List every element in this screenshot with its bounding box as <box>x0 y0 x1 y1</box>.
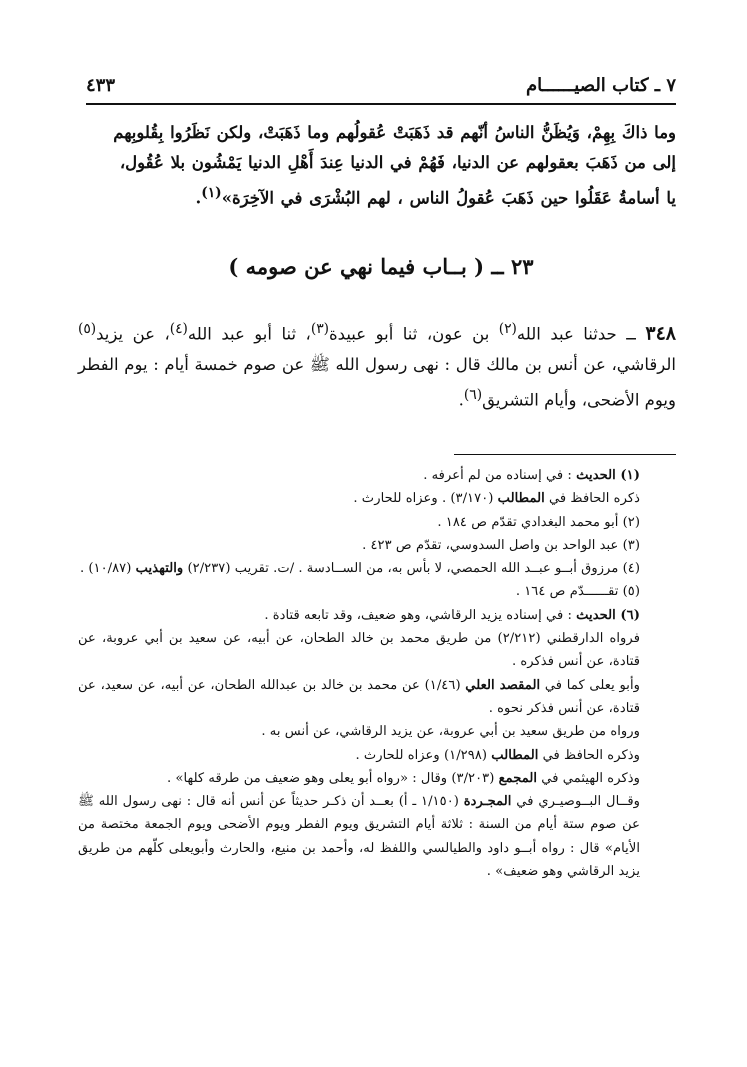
footnote-separator <box>454 454 676 455</box>
footnote-ref: (٤) <box>169 321 188 337</box>
main-text-line: وما ذاكَ بِهِمْ، وَيُظَنُّ الناسُ أنّهم قد ذَهَبَتْ عُقولُهم وما ذَهَبَتْ، ولكن نَظَرُوا بِقُلوبِهم <box>113 123 676 142</box>
header-rule <box>86 103 676 105</box>
footnote-6-route: ورواه من طريق سعيد بن أبي عروبة، عن يزيد الرقاشي، عن أنس به . <box>261 724 640 740</box>
footnotes <box>78 464 676 883</box>
footnote-6-hafiz: وذكره الحافظ في المطالب (١/٢٩٨) وعزاه للحارث . <box>355 747 640 763</box>
footnote-2: (٢) أبو محمد البغدادي تقدّم ص ١٨٤ . <box>437 514 640 530</box>
footnote-1-detail: ذكره الحافظ في المطالب (٣/١٧٠) . وعزاه للحارث . <box>353 491 640 507</box>
footnote-6-haythami: وذكره الهيثمي في المجمع (٣/٢٠٣) وقال : «رواه أبو يعلى وهو ضعيف من طرقه كلها» . <box>167 770 640 786</box>
main-text <box>78 118 676 214</box>
footnote-6-busiri: وقــال البــوصيـري في المجـردة (١/١٥٠ ـ أ) بعــد أن ذكـر حديثاً عن أنس أنه قال : نهى رسول الله ﷺ عن صوم ستة أيام من السنة : ثلاثة أيام التشريق ويوم الفطر ويوم الأضحى ويوم الجمعة مختصة من الأيام» قال : رواه أبــو داود والطيالسي واللفظ له، وأحمد بن منيع، والحارث وأبويعلى كلّهم من طريق يزيد الرقاشي وهو ضعيف» . <box>78 794 640 880</box>
chapter-title: ٢٣ ــ ( بــاب فيما نهي عن صومه ) <box>228 254 534 279</box>
footnote-ref: (٢) <box>498 321 517 337</box>
hadith-number: ٣٤٨ <box>645 322 676 345</box>
footnote-6: (٦) الحديث : في إسناده يزيد الرقاشي، وهو ضعيف، وقد تابعه قتادة . <box>264 607 640 623</box>
running-header <box>86 66 676 96</box>
main-text-line: يا أسامةُ عَقَلُوا حين ذَهَبَ عُقولُ الناس ، لهم البُشْرَى في الآخِرَة»$^{(١)}$. <box>195 185 676 208</box>
footnote-ref: (٣) <box>310 321 330 337</box>
footnote-4: (٤) مرزوق أبــو عبــد الله الحمصي، لا بأس به، من الســادسة . /ت. تقريب (٢/٢٣٧) والتهذيب (١٠/٨٧) . <box>79 561 640 577</box>
hadith-text: ٣٤٨ ــ حدثنا عبد الله$^{(٢)}$ بن عون، ثنا أبو عبيدة$^{(٣)}$، ثنا أبو عبد الله$^{(٤)}$، عن يزيد$^{(٥)}$ الرقاشي، عن أنس بن مالك قال : نهى رسول الله ﷺ عن صوم خمسة أيام : يوم الفطر ويوم الأضحى، وأيام التشريق$^{(٦)}$. <box>78 321 676 409</box>
footnote-1: (١) الحديث : في إسناده من لم أعرفه . <box>423 468 640 483</box>
section-title: ٧ ـ كتاب الصيــــــام <box>526 75 676 96</box>
footnote-ref: (٥) <box>78 321 97 337</box>
footnote-ref: (٦) <box>463 386 483 403</box>
footnote-3: (٣) عبد الواحد بن واصل السدوسي، تقدّم ص ٤٢٣ . <box>362 537 640 553</box>
main-text-line: إلى من ذَهَبَ بعقولهم عن الدنيا، فَهُمْ في الدنيا عِندَ أَهْلِ الدنيا يَمْشُون بلا عُقُول، <box>119 153 676 172</box>
footnote-ref: (١) <box>201 185 222 201</box>
footnote-6-daraqutni: فرواه الدارقطني (٢/٢١٢) من طريق محمد بن خالد الطحان، عن أبيه، عن سعيد بن أبي عروبة، عن قتادة، عن أنس فذكره . <box>78 631 641 670</box>
page-number: ٤٣٣ <box>86 75 116 96</box>
footnote-6-abu-yala: وأبو يعلى كما في المقصد العلي (١/٤٦) عن محمد بن خالد بن عبدالله الطحان، عن أبيه، عن سعيد، عن قتادة، عن أنس فذكر نحوه . <box>78 677 640 716</box>
footnote-5: (٥) تقــــــدّم ص ١٦٤ . <box>515 584 640 600</box>
